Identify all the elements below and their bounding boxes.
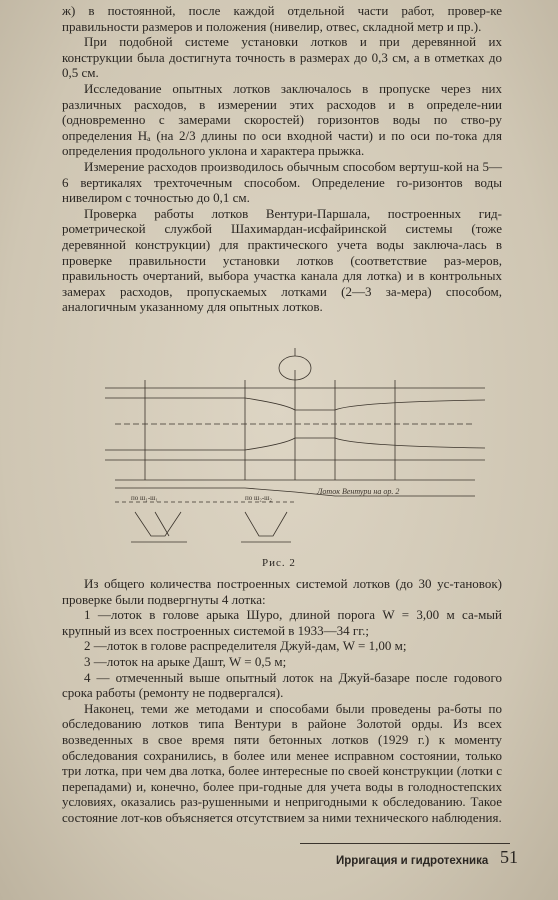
page-footer [300,849,520,871]
figure-caption: Рис. 2 [262,557,296,569]
list-item: 3 —лоток на арыке Дашт, W = 0,5 м; [84,653,287,669]
diagram-line [115,488,475,496]
paragraph: При подобной системе установки лотков и при деревянной их конструкции была достигнута точность в размерах до 0,3 см, а в отметках до 0,5 см. [62,34,502,81]
paragraph: Проверка работы лотков Вентури-Паршала, построенных гид-рометрической службой Шахимардан-исфайринской системы (тоже деревянной конструкции) для практического учета воды заключа-лась в проверке правильности установки лотков (соответствие раз-меров, правильность очертаний, выбора участка канала для лотка) и в контрольных замерах расходов, пропускаемых лотками (2—3 за-мера) способом, аналогичным указанному для опытных лотков. [62,205,502,315]
cross-section-left [135,512,181,536]
section-label-right: по ш₂-ш₂ [245,494,272,502]
list-item: 1 —лоток в голове арыка Шуро, длиной порога W = 3,00 м са-мый крупный из всех построенных системой в 1933—34 гг.; [62,607,502,638]
cross-section-left [155,512,169,536]
journal-title: Ирригация и гидротехника [336,855,489,867]
paragraph: Из общего количества построенных системой лотков (до 30 ус-тановок) проверке были подвергнуты 4 лотка: [62,576,502,607]
paragraph: Наконец, теми же методами и способами были проведены ра-боты по обследованию лотков типа Вентури в районе Золотой орды. Из всех возведенных в свое время пяти бетонных лотков (1929 г.) к моменту обследования сохранились, в более или менее исправном состоянии, только три лотка, при чем два лотка, более интересные по своей конструкции (лотки с перепадами) и, конечно, более при-годные для учета воды в голодностепских условиях, оказались раз-рушенными и непригодными к обследованию. Такое состояние лот-ков объясняется отсутствием за ними технического наблюдения. [62,700,502,825]
bottom-text [62,576,502,826]
section-label-left: по ш₁-ш₁ [131,494,158,502]
list-item: 4 — отмеченный выше опытный лоток на Джуй-базаре после годового срока работы (ремонту не подвергался). [62,669,502,701]
paragraph: ж) в постоянной, после каждой отдельной части работ, провер-ке правильности размеров и положения (нивелир, отвес, складной метр и пр.). [62,3,502,34]
paragraph: Измерение расходов производилось обычным способом вертуш-кой на 5—6 вертикалях трехточечным способом. Определение го-ризонтов воды нивелиром с точностью до 0,1 см. [62,158,502,206]
paragraph: Исследование опытных лотков заключалось в пропуске через них различных расходов, в измерении этих расходов и в определе-нии (одновременно с замерами скоростей) горизонтов воды по ство-ру определения Hₐ (на 2/3 длины по оси входной части) и по оси по-тока для определения продольного уклона и характера прыжка. [62,80,502,159]
list-item: 2 —лоток в голове распределителя Джуй-дам, W = 1,00 м; [84,638,407,654]
cross-section-right [245,512,287,536]
flume-diagram [95,340,495,552]
top-text [62,3,502,315]
flume-label: Лоток Вентури на ор. 2 [317,487,400,496]
footer-rule [300,843,510,844]
page-number: 51 [500,847,518,867]
